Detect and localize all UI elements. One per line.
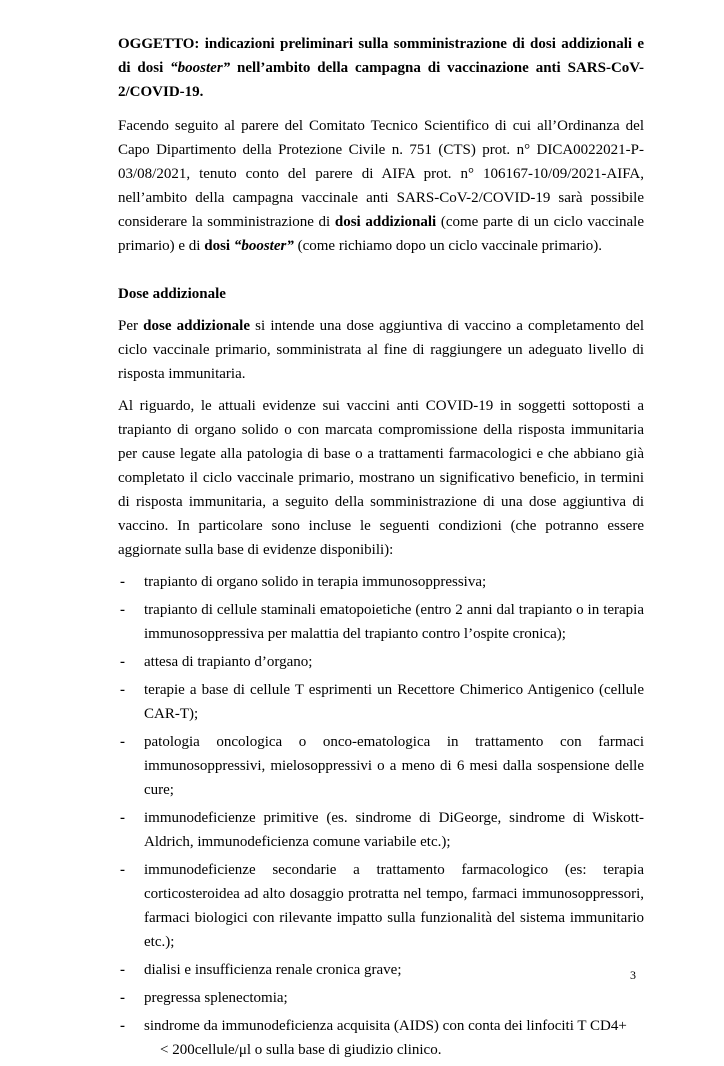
bullet-dash: - xyxy=(120,654,125,670)
evidence-paragraph: Al riguardo, le attuali evidenze sui vaccini anti COVID-19 in soggetti sottoposti a trapianto di organo solido o con marcata compromissione della risposta immunitaria per cause legate alla patologia di base o a trattamenti farmacologici e che abbiano già completato il ciclo vaccinale primario, mostrano un significativo beneficio, in termini di risposta immunitaria, a seguito della somministrazione di una dose aggiuntiva di vaccino. In particolare sono incluse le seguenti condizioni (che potranno essere aggiornate sulla base di evidenze disponibili): xyxy=(118,398,644,558)
bullet-dash: - xyxy=(120,1018,125,1034)
list-item xyxy=(118,986,644,1010)
bullet-dash: - xyxy=(120,602,125,618)
list-item xyxy=(118,730,644,802)
list-item-last xyxy=(118,1014,644,1062)
list-item xyxy=(118,570,644,594)
subject-text-2: nell’ambito della campagna di vaccinazione anti SARS-CoV-2/COVID-19. xyxy=(118,60,644,100)
bullet-dash: - xyxy=(120,810,125,826)
list-item-text: pregressa splenectomia; xyxy=(144,990,288,1006)
list-item-text: terapie a base di cellule T esprimenti un Recettore Chimerico Antigenico (cellule CAR-T); xyxy=(144,682,644,722)
intro-paragraph xyxy=(118,114,644,258)
definition-text-2: si intende una dose aggiuntiva di vaccino a completamento del ciclo vaccinale primario, somministrata al fine di raggiungere un adeguato livello di risposta immunitaria. xyxy=(118,318,644,382)
page-number: 3 xyxy=(630,968,636,982)
intro-text-3: (come richiamo dopo un ciclo vaccinale primario). xyxy=(293,238,603,254)
list-item-text: immunodeficienze primitive (es. sindrome di DiGeorge, sindrome di Wiskott-Aldrich, immunodeficienza comune variabile etc.); xyxy=(144,810,644,850)
definition-paragraph xyxy=(118,314,644,386)
bullet-dash: - xyxy=(120,962,125,978)
subject-booster: “booster” xyxy=(170,60,231,76)
page-content xyxy=(118,32,644,1066)
subject-text-1: indicazioni preliminari sulla somministrazione di dosi addizionali e di dosi xyxy=(118,36,644,76)
intro-booster: “booster” xyxy=(233,238,294,254)
intro-bold-1: dosi addizionali xyxy=(334,214,437,230)
list-item-text: immunodeficienze secondarie a trattamento farmacologico (es: terapia corticosteroidea ad alto dosaggio protratta nel tempo, farmaci immunosoppressori, farmaci biologici con rilevante impatto sulla funzionalità del sistema immunitario etc.); xyxy=(144,862,644,950)
intro-text-1: Facendo seguito al parere del Comitato Tecnico Scientifico di cui all’Ordinanza del Capo Dipartimento della Protezione Civile n. 751 (CTS) prot. n° DICA0022021-P-03/08/2021, tenuto conto del parere di AIFA prot. n° 106167-10/09/2021-AIFA, nell’ambito della campagna vaccinale anti SARS-CoV-2/COVID-19 sarà possibile considerare la somministrazione di xyxy=(118,118,644,230)
list-item-text: trapianto di organo solido in terapia immunosoppressiva; xyxy=(144,574,487,590)
list-item-text: sindrome da immunodeficienza acquisita (AIDS) con conta dei linfociti T CD4+ xyxy=(144,1018,627,1034)
list-item xyxy=(118,958,644,982)
conditions-list xyxy=(118,570,644,1062)
subject-label: OGGETTO: xyxy=(118,36,200,52)
intro-bold-2: dosi xyxy=(204,238,234,254)
bullet-dash: - xyxy=(120,990,125,1006)
bullet-dash: - xyxy=(120,682,125,698)
subject-paragraph xyxy=(118,32,644,104)
list-item-text: patologia oncologica o onco-ematologica in trattamento con farmaci immunosoppressivi, mielosoppressivi o a meno di 6 mesi dalla sospensione delle cure; xyxy=(144,734,644,798)
bullet-dash: - xyxy=(120,734,125,750)
bullet-dash: - xyxy=(120,862,125,878)
list-item-text: dialisi e insufficienza renale cronica grave; xyxy=(144,962,402,978)
intro-text-2: (come parte di un ciclo vaccinale primario) e di xyxy=(118,214,644,254)
list-item xyxy=(118,678,644,726)
list-item xyxy=(118,858,644,954)
list-item-text: trapianto di cellule staminali ematopoietiche (entro 2 anni dal trapianto o in terapia immunosoppressiva per malattia del trapianto contro l’ospite cronica); xyxy=(144,602,644,642)
bullet-dash: - xyxy=(120,574,125,590)
list-item xyxy=(118,598,644,646)
definition-bold: dose addizionale xyxy=(143,318,250,334)
list-item xyxy=(118,650,644,674)
list-item xyxy=(118,806,644,854)
section-heading: Dose addizionale xyxy=(118,286,226,302)
list-item-text: attesa di trapianto d’organo; xyxy=(144,654,313,670)
definition-text-1: Per xyxy=(118,318,144,334)
list-item-text-continued: < 200cellule/μl o sulla base di giudizio clinico. xyxy=(160,1042,442,1058)
